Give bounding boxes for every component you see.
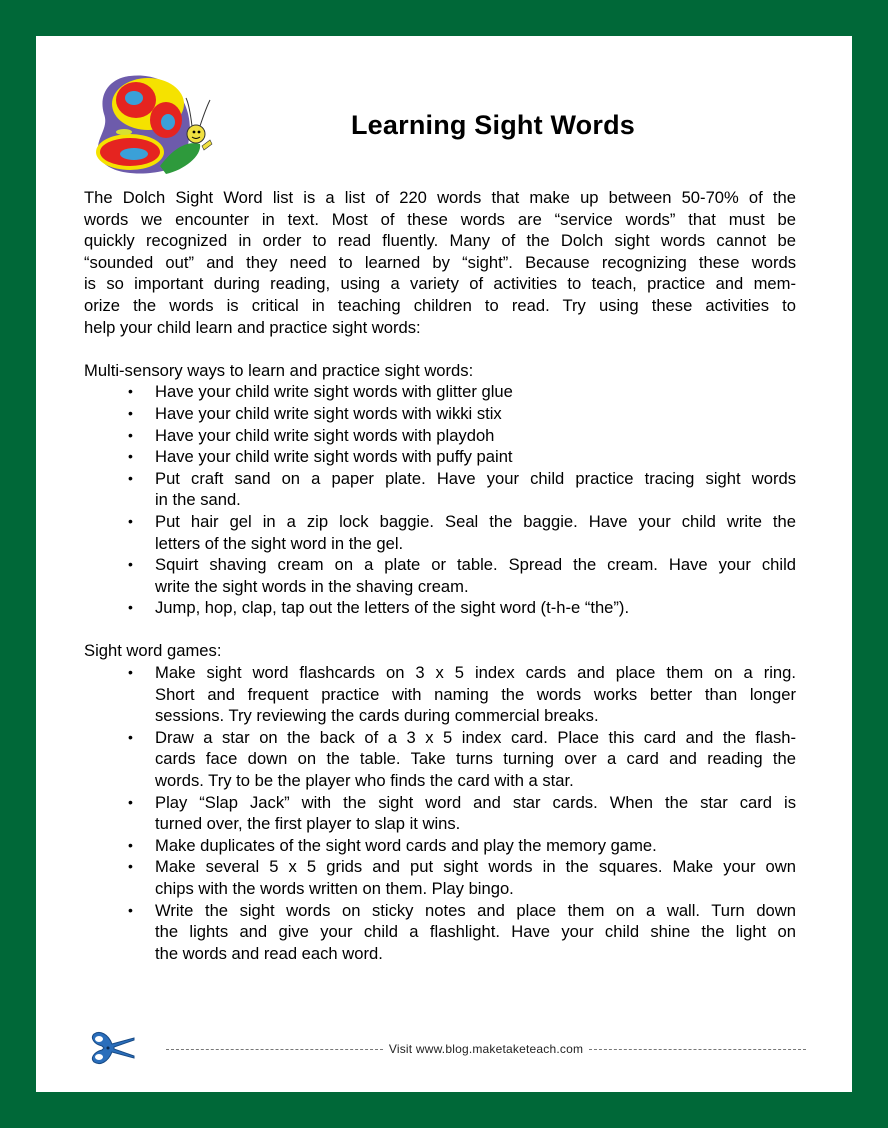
list-item-text: the words and read each word.: [155, 943, 383, 963]
intro-line: words we encounter in text. Most of these words are “service words” that must be: [84, 209, 796, 229]
list-item-text: Have your child write sight words with wikki stix: [155, 403, 502, 423]
list-item: [84, 597, 796, 619]
list-item-text: Have your child write sight words with glitter glue: [155, 382, 513, 402]
bullet-icon: •: [128, 664, 133, 681]
list-item-text: Have your child write sight words with playdoh: [155, 425, 495, 445]
intro-line: quickly recognized in order to read fluently. Many of the Dolch sight words cannot be: [84, 231, 796, 251]
page-title: Learning Sight Words: [350, 110, 635, 140]
bullet-icon: •: [128, 469, 133, 486]
list-item: [84, 403, 796, 425]
worksheet-page: [36, 36, 852, 1092]
bullet-icon: •: [128, 383, 133, 400]
list-item-text: sessions. Try reviewing the cards during commercial breaks.: [155, 706, 599, 726]
intro-line: is so important during reading, using a variety of activities to teach, practice and mem-: [84, 274, 796, 294]
list-item: [84, 856, 796, 899]
list-item: [84, 727, 796, 792]
bullet-icon: •: [128, 728, 133, 745]
bullet-icon: •: [128, 556, 133, 573]
list-item: [84, 381, 796, 403]
list-item: [84, 511, 796, 554]
section-spacer: [84, 338, 796, 360]
footer-cut-line: [90, 1024, 806, 1064]
bullet-icon: •: [128, 858, 133, 875]
list-item-text: chips with the words written on them. Play bingo.: [155, 879, 514, 898]
list-item: [84, 900, 796, 965]
list-item-text: Short and frequent practice with naming the words works better than longer: [155, 684, 796, 704]
intro-line: orize the words is critical in teaching children to read. Try using these activities to: [84, 295, 796, 315]
intro-paragraph: [84, 187, 796, 338]
list-item-text: Put hair gel in a zip lock baggie. Seal the baggie. Have your child write the: [155, 511, 796, 531]
list-item-text: Draw a star on the back of a 3 x 5 index card. Place this card and the flash-: [155, 727, 796, 747]
intro-line: “sounded out” and they need to learned by “sight”. Because recognizing these words: [84, 252, 796, 272]
list-item: [84, 425, 796, 447]
list-item: [84, 792, 796, 835]
list-item-text: Jump, hop, clap, tap out the letters of the sight word (t-h-e “the”).: [155, 598, 630, 618]
section-heading: Multi-sensory ways to learn and practice sight words:: [84, 360, 474, 380]
list-item-text: Squirt shaving cream on a plate or table. Spread the cream. Have your child: [155, 555, 796, 575]
bullet-icon: •: [128, 599, 133, 616]
bullet-icon: •: [128, 901, 133, 918]
list-item-text: write the sight words in the shaving cream.: [155, 576, 469, 596]
bullet-icon: •: [128, 512, 133, 529]
list-item-text: Play “Slap Jack” with the sight word and star cards. When the star card is: [155, 792, 796, 812]
bullet-list: [84, 381, 796, 619]
bullet-icon: •: [128, 836, 133, 853]
main-content: [84, 187, 796, 964]
bullet-icon: •: [128, 448, 133, 465]
list-item-text: Put craft sand on a paper plate. Have your child practice tracing sight words: [155, 468, 796, 488]
bullet-icon: •: [128, 793, 133, 810]
list-item: [84, 446, 796, 468]
list-item-text: Make several 5 x 5 grids and put sight words in the squares. Make your own: [155, 857, 796, 877]
list-item-text: Have your child write sight words with puffy paint: [155, 447, 513, 467]
bullet-icon: •: [128, 426, 133, 443]
list-item-text: the lights and give your child a flashlight. Have your child shine the light on: [155, 922, 796, 942]
visit-link-text: Visit www.blog.maketaketeach.com: [388, 1042, 584, 1056]
dashed-line-right: [589, 1049, 806, 1050]
list-item-text: Make duplicates of the sight word cards and play the memory game.: [155, 835, 657, 855]
list-item: [84, 835, 796, 857]
list-item-text: cards face down on the table. Take turns turning over a card and reading the: [155, 749, 796, 769]
list-item-text: letters of the sight word in the gel.: [155, 533, 404, 553]
list-item-text: in the sand.: [155, 490, 241, 510]
scissors-icon: [90, 1030, 136, 1066]
list-item: [84, 554, 796, 597]
bullet-icon: •: [128, 404, 133, 421]
dashed-line-left: [166, 1049, 383, 1050]
section-spacer: [84, 619, 796, 641]
bullet-list: [84, 662, 796, 964]
list-item: [84, 468, 796, 511]
list-item-text: Make sight word flashcards on 3 x 5 index cards and place them on a ring.: [155, 663, 796, 683]
list-item: [84, 662, 796, 727]
list-item-text: Write the sight words on sticky notes and place them on a wall. Turn down: [155, 900, 796, 920]
list-item-text: words. Try to be the player who finds the card with a star.: [155, 771, 574, 791]
list-item-text: turned over, the first player to slap it wins.: [155, 814, 461, 834]
section-heading: Sight word games:: [84, 641, 222, 661]
intro-line: help your child learn and practice sight words:: [84, 317, 421, 337]
intro-line: The Dolch Sight Word list is a list of 220 words that make up between 50-70% of the: [84, 188, 796, 207]
